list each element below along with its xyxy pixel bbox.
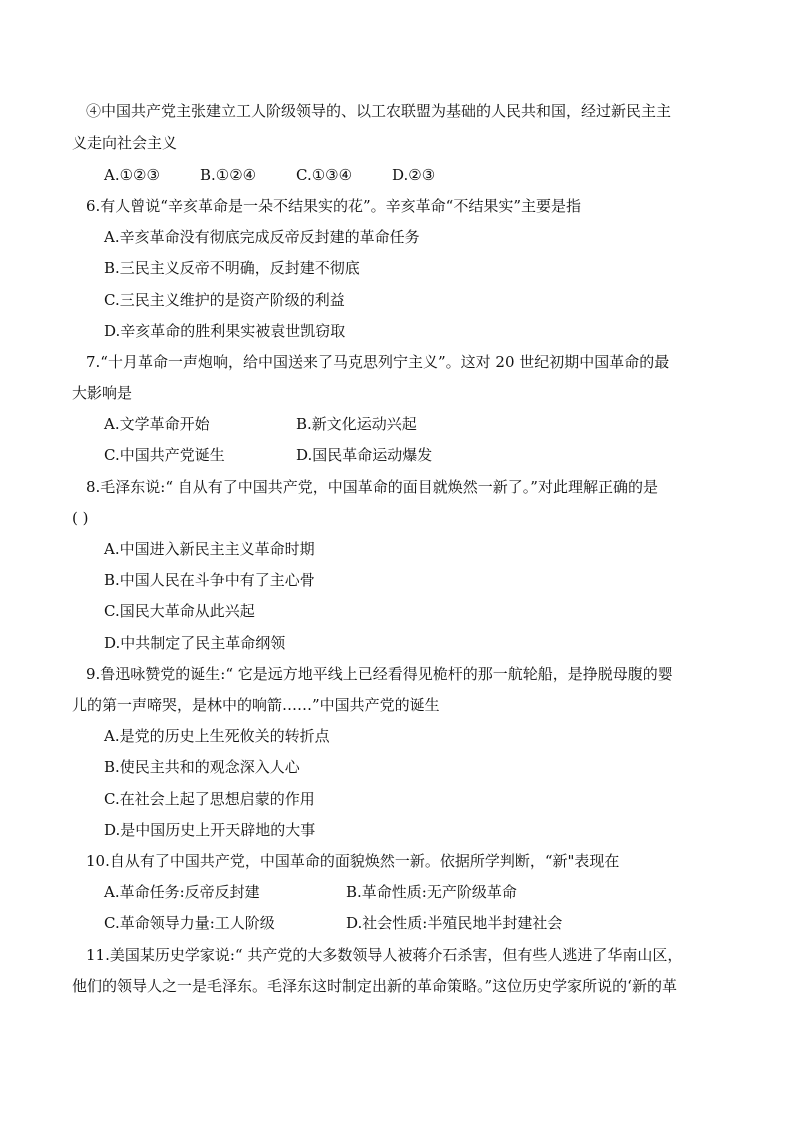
question-9-stem-cont: 儿的第一声啼哭，是林中的响箭……”中国共产党的诞生 [72, 696, 440, 714]
question-6-stem: 6.有人曾说“辛亥革命是一朵不结果实的花”。辛亥革命“不结果实”主要是指 [86, 197, 581, 215]
q9-option-a: A.是党的历史上生死攸关的转折点 [104, 727, 330, 745]
question-5-statement-4-cont: 义走向社会主义 [72, 134, 178, 152]
q8-option-c: C.国民大革命从此兴起 [104, 602, 255, 620]
question-8-answer-bracket: ( ) [72, 509, 89, 527]
q7-option-b: B.新文化运动兴起 [296, 415, 417, 433]
question-10-options-row1 [104, 882, 517, 902]
q5-option-a: A.①②③ [104, 166, 160, 184]
question-5-options [104, 165, 435, 185]
q7-option-c: C.中国共产党诞生 [104, 446, 225, 464]
q10-option-d: D.社会性质:半殖民地半封建社会 [346, 914, 563, 932]
q8-option-d: D.中共制定了民主革命纲领 [104, 634, 286, 652]
q6-option-c: C.三民主义维护的是资产阶级的利益 [104, 291, 345, 309]
q10-option-a: A.革命任务:反帝反封建 [104, 883, 260, 901]
q5-option-d: D.②③ [392, 166, 436, 184]
question-11-stem: 11.美国某历史学家说:“ 共产党的大多数领导人被蒋介石杀害，但有些人逃进了华南山区， [86, 946, 683, 964]
q7-option-d: D.国民革命运动爆发 [296, 446, 433, 464]
q7-option-a: A.文学革命开始 [104, 415, 210, 433]
question-10-stem: 10.自从有了中国共产党，中国革命的面貌焕然一新。依据所学判断，“新"表现在 [86, 852, 620, 870]
q9-option-d: D.是中国历史上开天辟地的大事 [104, 821, 316, 839]
question-5-statement-4: ④中国共产党主张建立工人阶级领导的、以工农联盟为基础的人民共和国，经过新民主主 [86, 102, 672, 120]
q6-option-d: D.辛亥革命的胜利果实被袁世凯窃取 [104, 322, 346, 340]
q10-option-b: B.革命性质:无产阶级革命 [346, 883, 517, 901]
q9-option-b: B.使民主共和的观念深入人心 [104, 758, 300, 776]
question-7-options-row2 [104, 445, 432, 465]
question-11-stem-cont: 他们的领导人之一是毛泽东。毛泽东这时制定出新的革命策略。”这位历史学家所说的‘新的革 [72, 977, 677, 995]
q8-option-a: A.中国进入新民主主义革命时期 [104, 540, 315, 558]
q6-option-b: B.三民主义反帝不明确，反封建不彻底 [104, 259, 360, 277]
question-9-stem: 9.鲁迅咏赞党的诞生:“ 它是远方地平线上已经看得见桅杆的那一航轮船，是挣脱母腹的婴 [86, 665, 673, 683]
question-7-options-row1 [104, 414, 417, 434]
q8-option-b: B.中国人民在斗争中有了主心骨 [104, 571, 315, 589]
q6-option-a: A.辛亥革命没有彻底完成反帝反封建的革命任务 [104, 228, 420, 246]
question-7-stem-cont: 大影响是 [72, 384, 133, 402]
q5-option-c: C.①③④ [296, 166, 353, 184]
question-10-options-row2 [104, 913, 562, 933]
q10-option-c: C.革命领导力量:工人阶级 [104, 914, 275, 932]
question-7-stem: 7.“十月革命一声炮响，给中国送来了马克思列宁主义”。这对 20 世纪初期中国革命的最 [86, 353, 670, 371]
question-8-stem: 8.毛泽东说:“ 自从有了中国共产党，中国革命的面目就焕然一新了。”对此理解正确的是 [86, 478, 658, 496]
q9-option-c: C.在社会上起了思想启蒙的作用 [104, 790, 315, 808]
q5-option-b: B.①②④ [200, 166, 257, 184]
